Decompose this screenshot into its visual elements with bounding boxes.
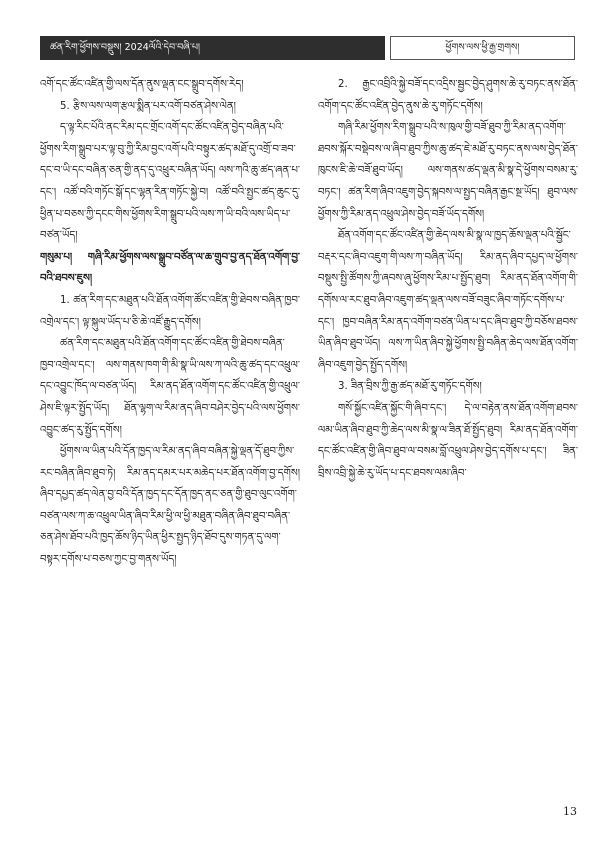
paragraph: གསོ་སྐྱོང་འཛིན་སྐྱོང་གི་ཞིབ་དང་། དེ་ལ་བརྟེན་ནས་ཐོན་འགོག་ཐབས་ལམ་ཡིན་ཞིབ་ཐུབ་ཀྱི་ཆེད་ལས་མི་སྣ་ལ་ཟིན་ཐོ་སྤྱོད་ཐུབ། རིམ་ནད་ཐོན་འགོག་དང་ཚོང་འཛིན་གྱི་ཞིབ་ཐུབ་ལ་བསམ་བློ་འཕྲུལ་ཤེས་བྱེད་དགོས་པ་དང་། ཟིན་བྲིས་འབྲི་སྐྱེ་ཆེ་རུ་ཡོད་པ་དང་ཐབས་ལམ་ཞིབ་ [318, 402, 578, 479]
section-heading: གསུམ་པ། གཞི་རིམ་ཕྱོགས་ལས་སྒྲུབ་བཙོན་ལ་ཆ་གྲུབ་བྱ་ནད་ཐོན་འགོག་བྱ་བའི་ཐབས་ཇུས། [40, 251, 300, 285]
paragraph: གཞི་རིམ་ཕྱོགས་རིག་སྒྲུབ་པའི་ས་ཁུལ་གྱི་བཟོ་ཐུབ་ཀྱི་རིམ་ནད་འགོག་ཐབས་སྐོར་བསྡེབས་ལ་ཞིབ་ཐུབ་ཀྱིས་ཆུ་ཚད་ཇེ་མཐོ་རུ་བཏང་ནས་ལས་བྱེད་ཐོན་ཁུངས་ཇི་ཆེ་བཟོ་ཐུབ་ཡོད། ལས་གནས་ཚད་ལྡན་མི་སྣ་དེ་ཕྱོགས་བསམ་རུ་བཏང་། ཚན་རིག་ཞིབ་འཇུག་བྱེད་སྐབས་ལ་སྤྱད་བཞིན་རྒྱང་སྔ་ཡོད། ཐུབ་ལས་ཕྱོགས་ཀྱི་རིམ་ནད་འཕྲུལ་ཤེས་བྱེད་བཟོ་ཡོད་དགོས། [318, 122, 578, 220]
left-column [40, 74, 300, 571]
paragraph: ད་ལྟ་རིང་པོའི་ནང་རིམ་དང་གྲོང་འགོ་དང་ཚོང་འཛིན་བྱེད་བཞིན་པའི་ཕྱོགས་རིག་སྒྲུབ་པར་ལྟ་བུ་ཀྱི་རིམ་བྱང་འགོ་པའི་བསྟུར་ཚད་མཐོ་དུ་འགྲོ་བ་ཟབ་དང་བ་ཡི་དང་བཞིན་ཅན་གྱི་ནད་དུ་འཕྲུར་བཞིན་ཡོད། ལས་ཀའི་ཆུ་ཚད་ཞན་པ་དང་། འཚོ་བའི་གཏོང་སྒོ་དང་ལྷན་རིན་གཏོང་སྐྱེ་བ། འཚོ་བའི་སྤྱང་ཚད་ཆུང་དུ་ཕྱིན་པ་བཅས་ཀྱི་དངང་གིས་ཕྱོགས་རིག་སྒྲུབ་པའི་ལས་ཀ་ཡི་བའི་ལས་ཡིད་པ་བཙན་ཡོད། [40, 122, 300, 242]
paragraph: ཐོན་འགོག་དང་ཚོང་འཛིན་གྱི་ཆེད་ལས་མི་སྣ་ལ་ཁྱད་ཆོས་ལྡན་པའི་སྦྱོང་བརྡར་དང་ཞིབ་འཇུག་གི་ལས་ཀ་བཞིན་ཡོད། རིམ་ནད་ཞིབ་དཔྱད་ལ་ཕྱོགས་བསྡུས་སྤྱི་ཚོགས་ཀྱི་ཞབས་ཞུ་ཕྱོགས་རིམ་པ་སྤྱོད་ཐུབ། རིམ་ནད་ཐོན་འགོག་གི་དགོས་ལ་རང་ཐུབ་ཞིབ་འཇུག་ཚད་ལྡན་ལས་བཟོ་བཟུང་ཞིབ་གཏོང་དགོས་པ་དང་། ཁྱབ་བཞིན་རིམ་ནད་འགོག་བཙན་ཡིན་པ་དང་ཞིབ་ཐུབ་ཀྱི་བཅོས་ཐབས་ཡིན་ཞིབ་ཐུབ་ཡོད། ལས་ཀ་ཡིན་ཞིབ་སྐྱེ་ཕྱོགས་སྤྱི་བཞིན་ཆེད་ལས་ཐོན་འགོག་ཞིབ་འཇུག་བྱེད་སྤྱོད་དགོས། [318, 230, 578, 371]
numbered-item: 1. ཚན་རིག་དང་མཐུན་པའི་ཐོན་འགོག་ཚོང་འཛིན་གྱི་ཐེབས་བཞིན་ཁྱབ་འགྲེལ་དང་། ལྟ་སྐུལ་ཡོད་པ་ཅི་ཆེ་འཛོ་རྒྱུད་དགོས། [40, 294, 300, 328]
running-header [40, 36, 575, 60]
paragraph: ཕྱོགས་ལ་ཡིན་པའི་དོན་ཁྱད་ལ་རིམ་ནད་ཞིབ་བཞིན་སྐྱེ་ལྡན་དོ་ཐུབ་ཀྱིས་རང་བཞིན་ཞིབ་ཐུབ་ཏེ། རིམ་ནད་དམར་པར་མཆེད་པར་ཐོན་འགོག་བྱ་དགོས། ཞིབ་དཔྱད་ཚད་ལེན་བྱ་བའི་དོན་ཁྱད་དང་དོན་ཁྱད་ནང་ཅན་གྱི་ཐུབ་ལུང་འགོག་བཙན་ལས་ཀ་ཆ་འཕྲུལ་ཡིན་ཞིབ་རིམ་ཕྱི་ལ་ཕྱི་མཐུན་བཞིན་ཞིབ་ཐུབ་བཞིན་ཅན་ཤེས་ཐོབ་པའི་ཁྱད་ཆོས་ཉིད་ཡིན་ཕྱིར་སྤྱད་ཉིད་ཐོབ་དུས་གཏན་དུ་ལག་བསྟར་དགོས་པ་བཅས་ཀྱང་བྱ་གནས་ཡོད། [40, 446, 300, 566]
numbered-item: 3. ཟིན་བྲིས་ཀྱི་རྒྱ་ཚད་མཐོ་རུ་གཏོང་དགོས། [338, 381, 482, 393]
right-column [318, 74, 578, 484]
paragraph: འགོ་དང་ཚོང་འཛིན་གྱི་ལས་དོན་ནུས་ལྡན་ངང་སྒྲུབ་དགོས་རེད། [40, 79, 244, 90]
numbered-item: 5. རྩིས་ལས་ལག་རྩལ་སྨིན་པར་འགོ་བཙན་ཤེས་ལེན། [60, 100, 236, 112]
numbered-item: 2. རྒྱང་འབྲིའི་སྐྱེ་བཟོ་དང་འདྲིས་སྦྱང་བྱེད་ཤུགས་ཆེ་རུ་བཏང་ནས་ཐོན་འགོག་དང་ཚོང་འཛིན་བྱེད་ནུས་ཆེ་རུ་གཏོང་དགོས། [318, 79, 578, 112]
journal-title-bar: ཚན་རིག་ཕྱོགས་བསྡུས། 2024ལོའི་དེབ་བཞི་པ། [40, 36, 385, 60]
section-title-box: ཕྱོགས་ལས་ཕྱི་རྒྱ་གྲགས། [390, 36, 575, 60]
paragraph: ཚན་རིག་དང་མཐུན་པའི་ཐོན་འགོག་དང་ཚོང་འཛིན་གྱི་ཐེབས་བཞིན་ཁྱབ་འགྲེལ་དང་། ལས་གནས་ཁག་གི་མི་སྣ་ཡི་ལས་ཀ་ལའི་ཆུ་ཚད་དང་འཕྲུལ་དང་འབྱུང་ཁོད་ལ་བཙན་ཡོད། རིམ་ནད་ཐོན་འགོག་དང་ཚོང་འཛིན་གྱི་འཕྲུལ་ཤེས་ཇི་ལྟར་སྤྱོད་ཡོད། ཐོན་ལྷག་ལ་རིམ་ནད་ཞིབ་བཤེར་བྱེད་པའི་ལས་ཕྱོགས་འབྱུང་ཚད་རུ་སྤྱོད་དགོས། [40, 338, 300, 436]
page-number: 13 [563, 805, 577, 818]
